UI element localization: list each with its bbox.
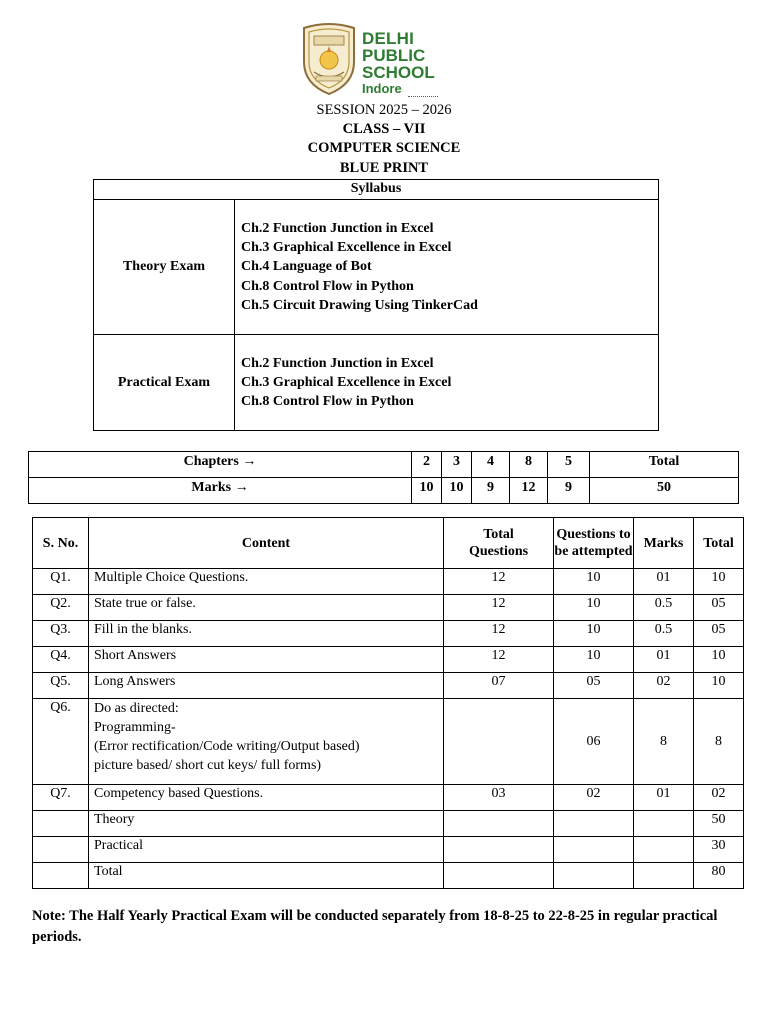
table-row (33, 621, 744, 647)
sno-cell: Q5. (33, 673, 89, 699)
marks-cell (634, 837, 694, 863)
sno-cell: Q3. (33, 621, 89, 647)
exam-label: Theory Exam (94, 200, 235, 335)
col-header-total-questions: Total Questions (444, 518, 554, 569)
chapter-number: 8 (510, 452, 548, 478)
chapters-row (29, 452, 739, 478)
total-cell: 10 (694, 673, 744, 699)
total-cell: 05 (694, 595, 744, 621)
total-questions-cell: 12 (444, 621, 554, 647)
content-cell: Theory (89, 811, 444, 837)
chapter-item: Ch.3 Graphical Excellence in Excel (241, 240, 452, 256)
total-cell: 30 (694, 837, 744, 863)
col-header-attempt: Questions to be attempted (554, 518, 634, 569)
chapter-item: Ch.2 Function Junction in Excel (241, 355, 434, 371)
marks-cell: 8 (634, 699, 694, 785)
sno-cell: Q1. (33, 569, 89, 595)
content-line: Do as directed: (94, 701, 179, 716)
table-row (33, 863, 744, 889)
sno-cell: Q7. (33, 785, 89, 811)
table-row (33, 647, 744, 673)
table-row (33, 673, 744, 699)
header-row (33, 518, 744, 569)
school-name-line3: SCHOOL (362, 63, 435, 82)
attempt-cell: 05 (554, 673, 634, 699)
table-row (33, 569, 744, 595)
content-cell: Multiple Choice Questions. (89, 569, 444, 595)
total-cell: 8 (694, 699, 744, 785)
content-cell: Competency based Questions. (89, 785, 444, 811)
chapter-marks: 10 (412, 478, 442, 504)
blueprint-table (32, 517, 744, 889)
syllabus-table (93, 179, 659, 431)
total-questions-cell (444, 811, 554, 837)
school-city: Indore (362, 81, 402, 96)
school-name-line1: DELHI (362, 29, 414, 48)
chapters-label: Chapters → (29, 452, 412, 478)
attempt-cell: 10 (554, 621, 634, 647)
marks-cell: 01 (634, 569, 694, 595)
sno-cell: Q6. (33, 699, 89, 785)
marks-cell: 0.5 (634, 621, 694, 647)
attempt-cell: 02 (554, 785, 634, 811)
attempt-cell: 06 (554, 699, 634, 785)
content-line: (Error rectification/Code writing/Output based) (94, 739, 360, 754)
syllabus-row (94, 200, 659, 335)
chapter-list (235, 200, 659, 335)
chapter-number: 4 (472, 452, 510, 478)
col-header-content: Content (89, 518, 444, 569)
total-cell: 10 (694, 569, 744, 595)
total-questions-cell: 03 (444, 785, 554, 811)
marks-cell: 0.5 (634, 595, 694, 621)
chapter-item: Ch.4 Language of Bot (241, 259, 372, 275)
content-cell: State true or false. (89, 595, 444, 621)
content-cell: Long Answers (89, 673, 444, 699)
total-marks: 50 (590, 478, 739, 504)
total-questions-cell: 12 (444, 595, 554, 621)
marks-cell: 01 (634, 647, 694, 673)
content-cell: Short Answers (89, 647, 444, 673)
content-cell (89, 699, 444, 785)
footer-note: Note: The Half Yearly Practical Exam will be conducted separately from 18-8-25 to 22-8-25 in regular practical periods. (32, 908, 718, 945)
chapter-marks: 9 (548, 478, 590, 504)
total-questions-cell: 12 (444, 569, 554, 595)
chapters-marks-table (28, 451, 739, 504)
class-line: CLASS – VII (342, 121, 426, 137)
attempt-cell (554, 837, 634, 863)
sno-cell (33, 811, 89, 837)
total-cell: 02 (694, 785, 744, 811)
marks-cell (634, 863, 694, 889)
total-questions-cell: 07 (444, 673, 554, 699)
total-label: Total (590, 452, 739, 478)
chapter-number: 2 (412, 452, 442, 478)
attempt-cell: 10 (554, 647, 634, 673)
content-line: picture based/ short cut keys/ full forms) (94, 758, 322, 773)
table-row (33, 837, 744, 863)
content-cell: Practical (89, 837, 444, 863)
exam-label: Practical Exam (94, 335, 235, 431)
sno-cell: Q2. (33, 595, 89, 621)
sno-cell (33, 863, 89, 889)
sno-cell: Q4. (33, 647, 89, 673)
table-row (33, 785, 744, 811)
school-crest-icon (300, 22, 358, 96)
chapter-number: 3 (442, 452, 472, 478)
chapter-marks: 10 (442, 478, 472, 504)
chapter-item: Ch.2 Function Junction in Excel (241, 220, 434, 236)
chapter-item: Ch.5 Circuit Drawing Using TinkerCad (241, 297, 478, 313)
table-row (33, 595, 744, 621)
total-questions-cell (444, 863, 554, 889)
attempt-cell (554, 811, 634, 837)
attempt-cell (554, 863, 634, 889)
chapter-item: Ch.8 Control Flow in Python (241, 278, 414, 294)
content-line: Programming- (94, 720, 176, 735)
syllabus-caption: Syllabus (94, 180, 659, 200)
attempt-cell: 10 (554, 569, 634, 595)
col-header-total: Total (694, 518, 744, 569)
total-cell: 50 (694, 811, 744, 837)
col-header-marks: Marks (634, 518, 694, 569)
school-logo (298, 22, 443, 98)
chapter-item: Ch.8 Control Flow in Python (241, 394, 414, 410)
total-questions-cell (444, 699, 554, 785)
total-questions-cell (444, 837, 554, 863)
syllabus-row (94, 335, 659, 431)
marks-cell: 01 (634, 785, 694, 811)
total-questions-cell: 12 (444, 647, 554, 673)
session-line: SESSION 2025 – 2026 (316, 102, 452, 118)
col-header-sno: S. No. (33, 518, 89, 569)
marks-cell: 02 (634, 673, 694, 699)
school-name-line2: PUBLIC (362, 46, 426, 65)
total-cell: 80 (694, 863, 744, 889)
total-cell: 10 (694, 647, 744, 673)
table-row (33, 811, 744, 837)
subject-line: COMPUTER SCIENCE (307, 140, 461, 156)
marks-cell (634, 811, 694, 837)
chapter-list (235, 335, 659, 431)
content-cell: Total (89, 863, 444, 889)
marks-row (29, 478, 739, 504)
total-cell: 05 (694, 621, 744, 647)
doc-title: BLUE PRINT (339, 160, 429, 176)
logo-divider (408, 96, 438, 97)
chapter-marks: 9 (472, 478, 510, 504)
attempt-cell: 10 (554, 595, 634, 621)
chapter-number: 5 (548, 452, 590, 478)
content-cell: Fill in the blanks. (89, 621, 444, 647)
chapter-item: Ch.3 Graphical Excellence in Excel (241, 374, 452, 390)
marks-label: Marks → (29, 478, 412, 504)
chapter-marks: 12 (510, 478, 548, 504)
table-row (33, 699, 744, 785)
sno-cell (33, 837, 89, 863)
